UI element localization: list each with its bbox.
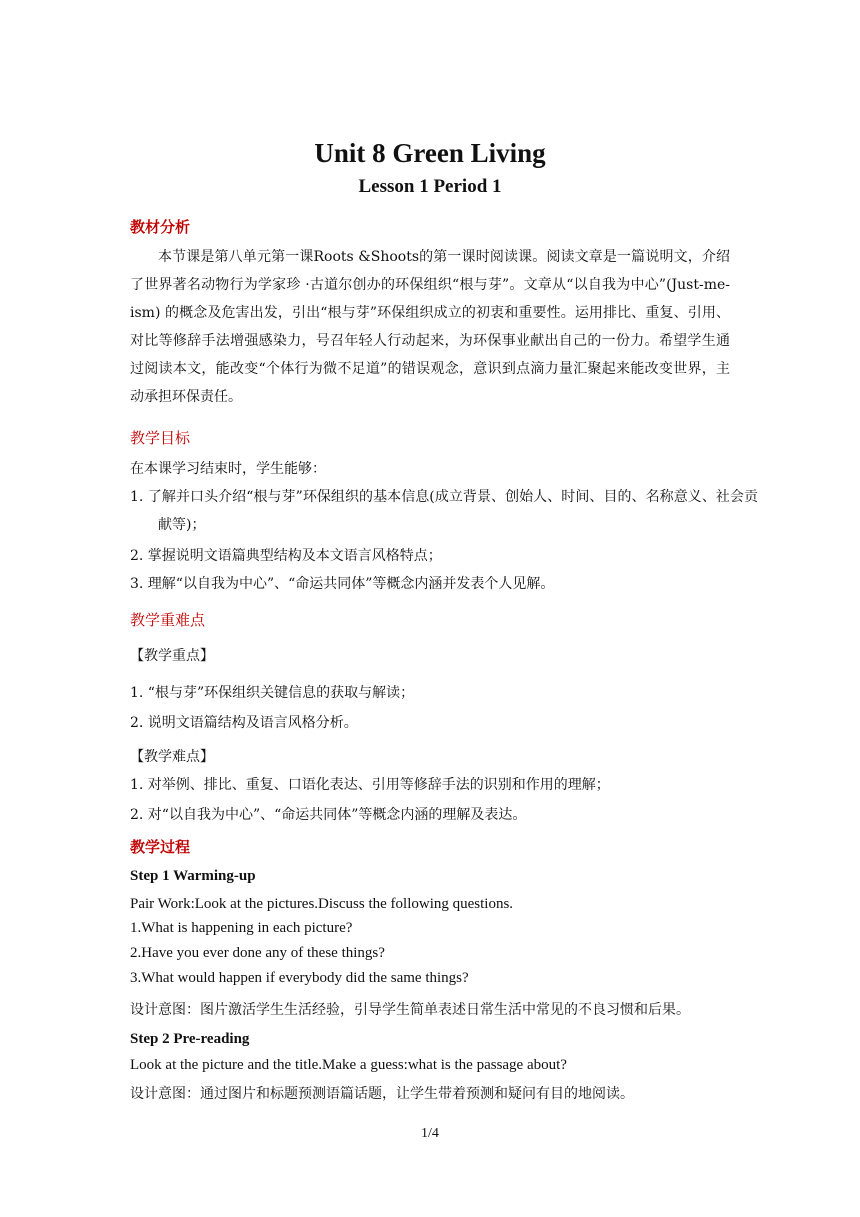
goal-item-2: 2. 掌握说明文语篇典型结构及本文语言风格特点； [130, 548, 442, 564]
section-heading-analysis: 教材分析 [130, 218, 191, 236]
step2-design-intent: 设计意图：通过图片和标题预测语篇话题，让学生带着预测和疑问有目的地阅读。 [130, 1086, 634, 1102]
step1-line-1: Pair Work:Look at the pictures.Discuss the following questions. [130, 896, 514, 912]
step1-title: Step 1 Warming-up [130, 868, 256, 884]
key-point-2: 2. 说明文语篇结构及语言风格分析。 [130, 715, 358, 731]
section-heading-goals: 教学目标 [130, 429, 191, 447]
section-heading-focus: 教学重难点 [130, 611, 206, 629]
key-points-label: 【教学重点】 [130, 648, 214, 664]
goals-intro: 在本课学习结束时，学生能够： [130, 461, 326, 477]
document-title: Unit 8 Green Living [314, 138, 546, 168]
goal-item-3: 3. 理解“以自我为中心”、“命运共同体”等概念内涵并发表个人见解。 [130, 576, 555, 592]
difficult-point-1: 1. 对举例、排比、重复、口语化表达、引用等修辞手法的识别和作用的理解； [130, 777, 610, 793]
key-point-1: 1. “根与芽”环保组织关键信息的获取与解读； [130, 685, 415, 701]
document-subtitle: Lesson 1 Period 1 [358, 176, 502, 197]
step1-line-4: 3.What would happen if everybody did the same things? [130, 970, 469, 986]
section-heading-process: 教学过程 [130, 838, 191, 856]
step1-line-2: 1.What is happening in each picture? [130, 920, 353, 936]
difficult-point-2: 2. 对“以自我为中心”、“命运共同体”等概念内涵的理解及表达。 [130, 807, 527, 823]
step2-title: Step 2 Pre-reading [130, 1031, 250, 1047]
page-number: 1/4 [421, 1126, 439, 1141]
difficult-points-label: 【教学难点】 [130, 749, 214, 765]
step1-line-3: 2.Have you ever done any of these things? [130, 945, 385, 961]
step1-design-intent: 设计意图：图片激活学生生活经验，引导学生简单表述日常生活中常见的不良习惯和后果。 [130, 1002, 690, 1018]
analysis-paragraph: 本节课是第八单元第一课Roots &Shoots的第一课时阅读课。阅读文章是一篇说明文，介绍了世界著名动物行为学家珍 ·古道尔创办的环保组织“根与芽”。文章从“以自我为中心”(Just-me-ism) 的概念及危害出发，引出“根与芽”环保组织成立的初衷和重要性。运用排比、重复、引用、对比等修辞手法增强感染力，号召年轻人行动起来，为环保事业献出自己的一份力。希望学生通过阅读本文，能改变“个体行为微不足道”的错误观念，意识到点滴力量汇聚起来能改变世界，主动承担环保责任。 [130, 249, 730, 405]
step2-line-1: Look at the picture and the title.Make a guess:what is the passage about? [130, 1057, 567, 1073]
goal-item-1: 1. 了解并口头介绍“根与芽”环保组织的基本信息(成立背景、创始人、时间、目的、名称意义、社会贡献等)； [130, 489, 758, 533]
